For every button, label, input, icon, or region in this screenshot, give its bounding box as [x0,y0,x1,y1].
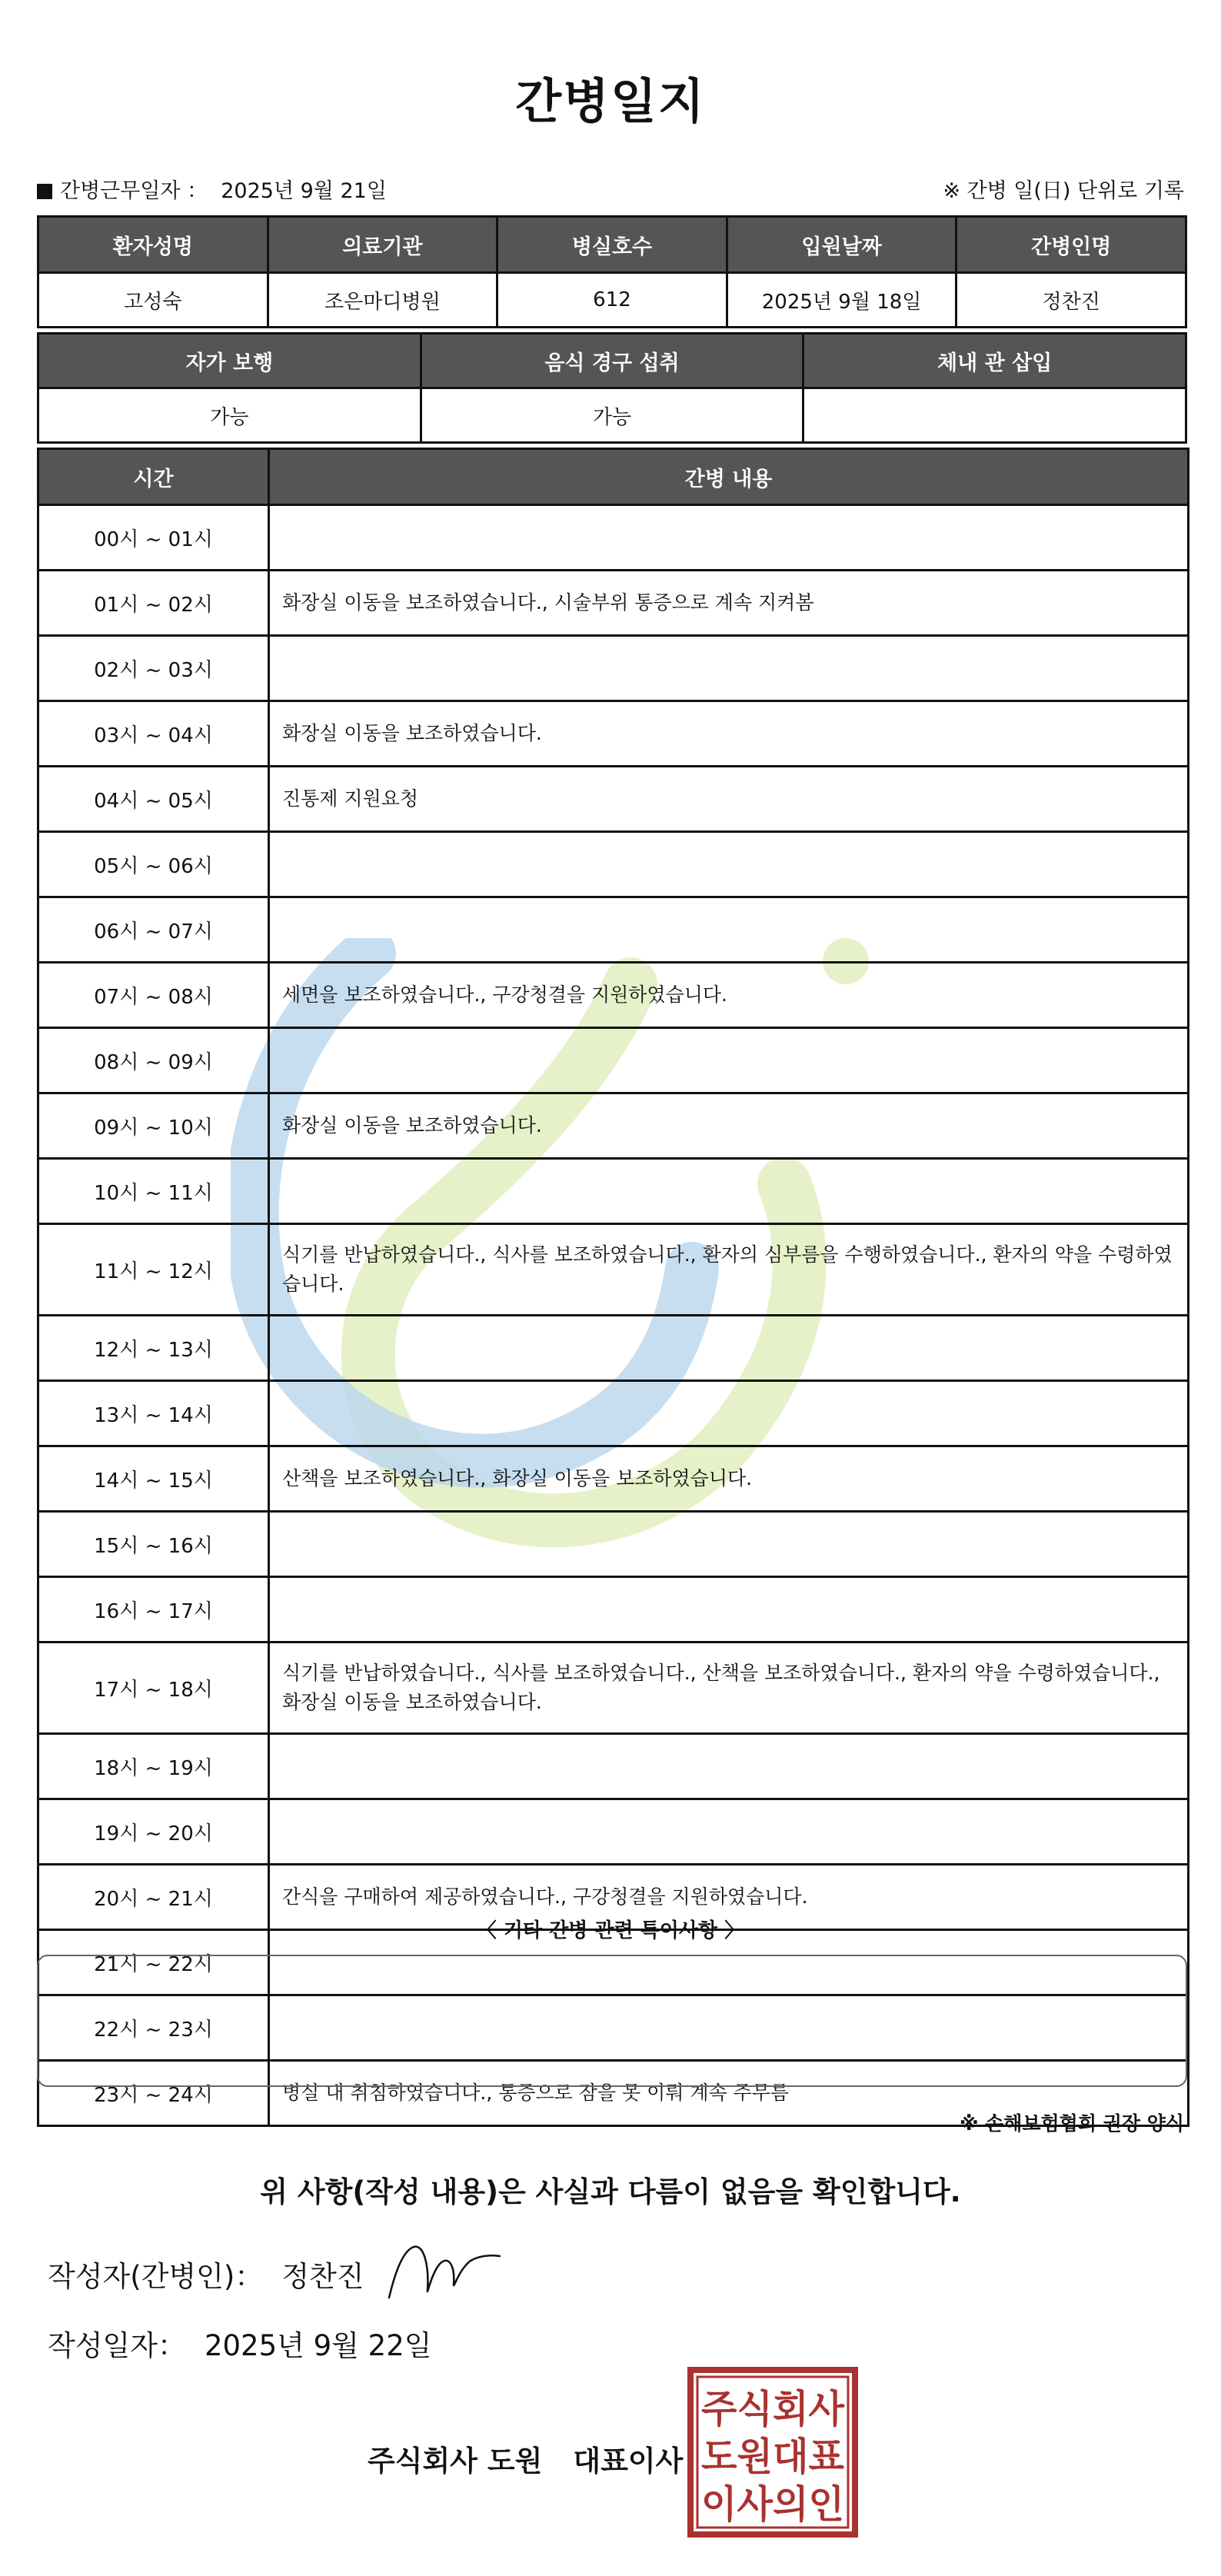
care-content-cell [269,1028,1189,1093]
care-content-cell: 세면을 보조하였습니다., 구강청결을 지원하였습니다. [269,963,1189,1028]
care-content-cell [269,636,1189,701]
caregiver-name: 정찬진 [957,273,1186,328]
work-date-value: 2025년 9월 21일 [221,179,387,203]
table-row [38,701,1189,767]
header-hospital: 의료기관 [268,217,497,273]
company-role: 대표이사 [573,2445,684,2478]
self-walking: 가능 [38,388,421,443]
writer-label: 작성자(간병인)： [48,2260,264,2293]
care-content-cell: 간식을 구매하여 제공하였습니다., 구강청결을 지원하였습니다. [269,1865,1189,1930]
table-row [38,1381,1189,1446]
table-row [38,505,1189,571]
work-date-row [37,174,1184,205]
care-content-cell: 화장실 이동을 보조하였습니다., 시술부위 통증으로 계속 지켜봄 [269,571,1189,636]
form-source-note: ※ 손해보험협회 권장 양식 [960,2112,1184,2135]
care-content-cell: 진통제 지원요청 [269,767,1189,832]
work-date-label: 간병근무일자 ： [60,179,208,203]
written-date: 2025년 9월 22일 [204,2329,432,2362]
time-cell: 00시 ~ 01시 [38,505,269,571]
time-cell: 04시 ~ 05시 [38,767,269,832]
time-cell: 15시 ~ 16시 [38,1512,269,1577]
care-content-cell [269,1159,1189,1224]
table-row [38,1734,1189,1799]
care-content-cell: 식기를 반납하였습니다., 식사를 보조하였습니다., 환자의 심부름을 수행하였습니다., 환자의 약을 수령하였습니다. [269,1224,1189,1316]
header-admission-date: 입원날짜 [727,217,957,273]
unit-note: ※ 간병 일(日) 단위로 기록 [943,179,1184,203]
time-cell: 19시 ~ 20시 [38,1799,269,1865]
time-cell: 07시 ~ 08시 [38,963,269,1028]
signature [384,2236,507,2305]
time-cell: 11시 ~ 12시 [38,1224,269,1316]
care-content-cell [269,1577,1189,1642]
written-date-label: 작성일자： [48,2329,186,2362]
seal-line-2: 도원대표 [701,2435,845,2479]
notes-box [37,1955,1187,2087]
table-row [38,1512,1189,1577]
company-seal [687,2367,858,2538]
header-oral-intake: 음식 경구 섭취 [421,334,803,388]
table-row [38,963,1189,1028]
care-content-cell [269,505,1189,571]
header-time: 시간 [38,449,269,505]
admission-date: 2025년 9월 18일 [727,273,957,328]
time-cell: 22시 ~ 23시 [38,1995,269,2061]
seal-line-3: 이사의인 [701,2482,844,2527]
writer-line [48,2253,364,2295]
table-row [38,832,1189,897]
table-row [38,1642,1189,1734]
table-row [38,636,1189,701]
header-tube-insertion: 체내 관 삽입 [803,334,1186,388]
care-content-cell: 산책을 보조하였습니다., 화장실 이동을 보조하였습니다. [269,1446,1189,1512]
time-cell: 14시 ~ 15시 [38,1446,269,1512]
time-cell: 09시 ~ 10시 [38,1093,269,1159]
table-row [38,1316,1189,1381]
care-content-cell: 병실 내 취침하였습니다., 통증으로 잠을 못 이뤄 계속 주무름 [269,2061,1189,2126]
table-row [38,1446,1189,1512]
page-title: 간병일지 [515,73,706,129]
table-row [38,1577,1189,1642]
time-cell: 13시 ~ 14시 [38,1381,269,1446]
header-patient-name: 환자성명 [38,217,268,273]
square-bullet-icon [37,184,52,199]
table-row [38,897,1189,963]
patient-info-table [37,215,1187,328]
time-cell: 01시 ~ 02시 [38,571,269,636]
table-row [38,767,1189,832]
time-cell: 05시 ~ 06시 [38,832,269,897]
patient-name: 고성숙 [38,273,268,328]
time-cell: 16시 ~ 17시 [38,1577,269,1642]
table-row [38,1093,1189,1159]
care-content-cell [269,1734,1189,1799]
time-cell: 20시 ~ 21시 [38,1865,269,1930]
table-row [38,1159,1189,1224]
header-room-number: 병실호수 [497,217,727,273]
care-log-table [37,448,1189,2127]
care-content-cell [269,1381,1189,1446]
care-content-cell: 식기를 반납하였습니다., 식사를 보조하였습니다., 산책을 보조하였습니다., 환자의 약을 수령하였습니다., 화장실 이동을 보조하였습니다. [269,1642,1189,1734]
written-date-line [48,2322,432,2364]
work-date [37,174,387,204]
time-cell: 08시 ~ 09시 [38,1028,269,1093]
header-self-walking: 자가 보행 [38,334,421,388]
oral-intake: 가능 [421,388,803,443]
time-cell: 18시 ~ 19시 [38,1734,269,1799]
confirmation-statement: 위 사항(작성 내용)은 사실과 다름이 없음을 확인합니다. [260,2175,961,2208]
care-content-cell [269,1799,1189,1865]
company-name: 주식회사 도원 [368,2445,543,2478]
seal-line-1: 주식회사 [701,2387,845,2431]
time-cell: 02시 ~ 03시 [38,636,269,701]
patient-status-table [37,332,1187,444]
header-caregiver-name: 간병인명 [957,217,1186,273]
tube-insertion [803,388,1186,443]
hospital: 조은마디병원 [268,273,497,328]
time-cell: 23시 ~ 24시 [38,2061,269,2126]
company-line [368,2438,683,2479]
writer-name: 정찬진 [281,2260,364,2293]
care-content-cell [269,832,1189,897]
time-cell: 21시 ~ 22시 [38,1930,269,1995]
care-content-cell: 화장실 이동을 보조하였습니다. [269,1093,1189,1159]
table-row [38,1224,1189,1316]
table-row [38,571,1189,636]
table-row [38,1028,1189,1093]
time-cell: 03시 ~ 04시 [38,701,269,767]
time-cell: 10시 ~ 11시 [38,1159,269,1224]
room-number: 612 [497,273,727,328]
header-care-content: 간병 내용 [269,449,1189,505]
notes-title: 〈 기타 간병 관련 특이사항 〉 [476,1919,745,1942]
time-cell: 06시 ~ 07시 [38,897,269,963]
time-cell: 12시 ~ 13시 [38,1316,269,1381]
care-content-cell [269,897,1189,963]
care-content-cell [269,1512,1189,1577]
time-cell: 17시 ~ 18시 [38,1642,269,1734]
care-content-cell: 화장실 이동을 보조하였습니다. [269,701,1189,767]
care-content-cell [269,1316,1189,1381]
table-row [38,1799,1189,1865]
